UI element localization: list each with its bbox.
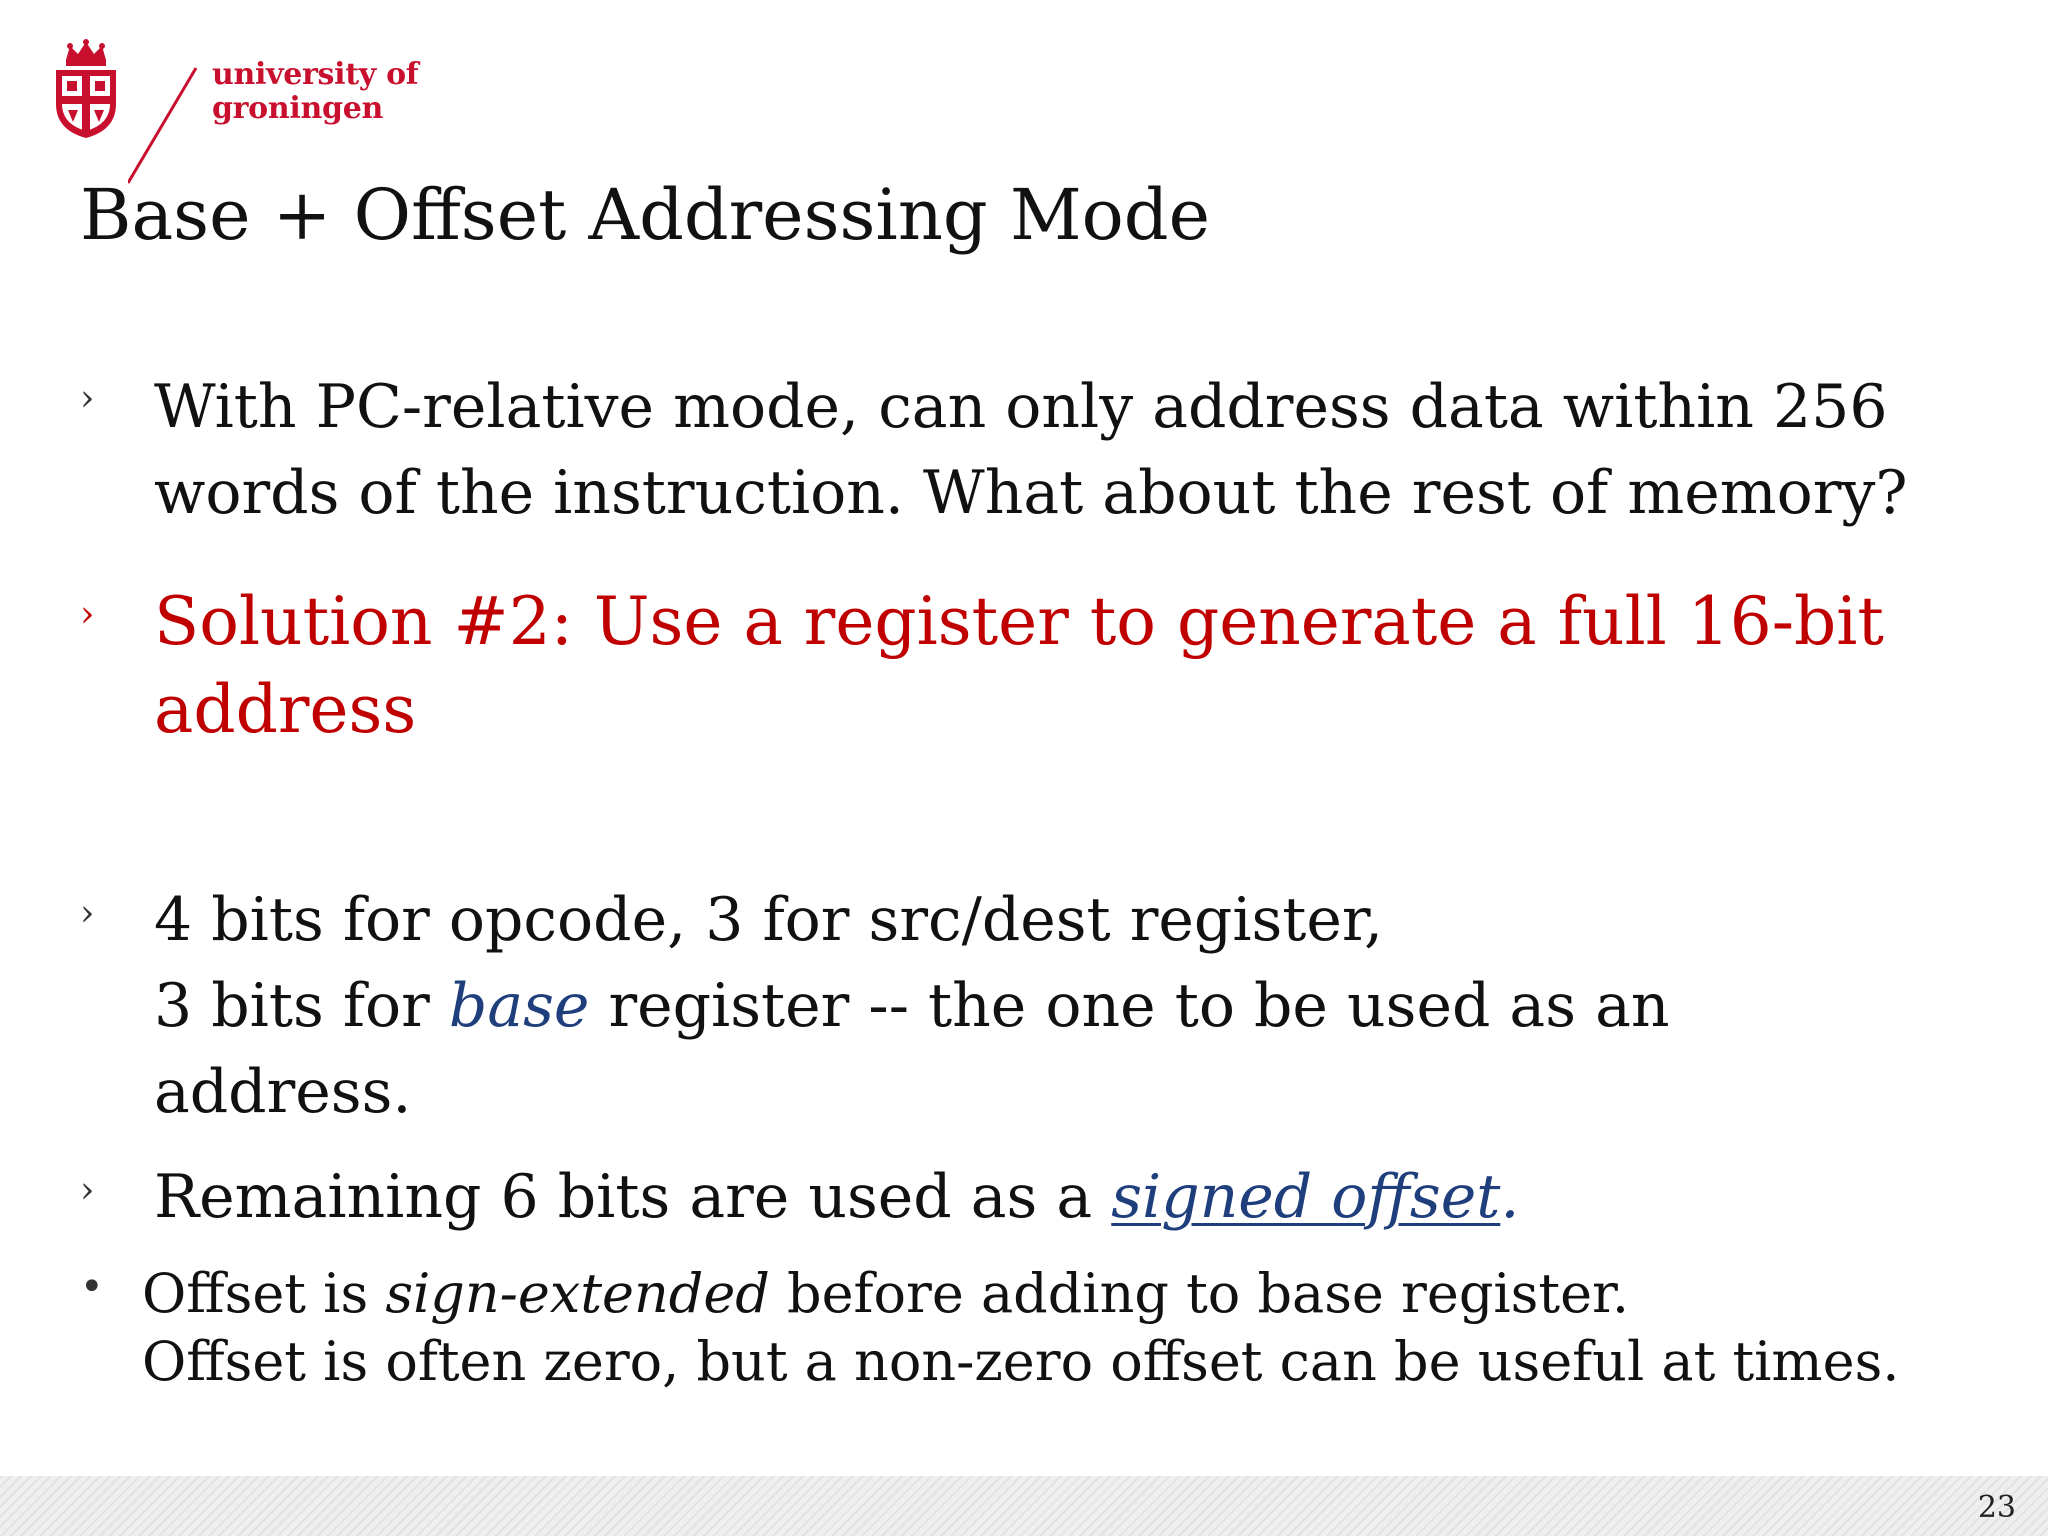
bullet-2-text xyxy=(154,578,1980,754)
footer-band xyxy=(0,1476,2048,1536)
bullet-item-4 xyxy=(80,1154,1980,1240)
sub-bullet-line-1-post: before adding to base register. xyxy=(769,1262,1630,1325)
dot-bullet-icon: • xyxy=(80,1264,104,1310)
bullet-4-pre: Remaining 6 bits are used as a xyxy=(154,1162,1112,1232)
chevron-bullet-icon: › xyxy=(80,378,95,419)
sub-bullet-item xyxy=(80,1260,1980,1396)
base-emphasis: base xyxy=(448,971,590,1041)
sub-bullet-line-1-pre: Offset is xyxy=(142,1262,386,1325)
signed-offset-link[interactable]: signed offset xyxy=(1111,1162,1501,1232)
bullet-4-post: . xyxy=(1500,1162,1520,1232)
sign-extended-emphasis: sign-extended xyxy=(385,1262,770,1325)
bullet-3-line-2-post: register -- the one to be used as an xyxy=(589,971,1670,1041)
bullet-1-line-2: words of the instruction. What about the rest of memory? xyxy=(154,458,1908,528)
bullet-3-line-1: 4 bits for opcode, 3 for src/dest register, xyxy=(154,885,1384,955)
chevron-bullet-icon: › xyxy=(80,594,95,635)
bullet-3-line-2-pre: 3 bits for xyxy=(154,971,449,1041)
university-name-line2: groningen xyxy=(212,91,383,126)
bullet-3-line-3: address. xyxy=(154,1057,412,1127)
university-crest-icon xyxy=(52,38,120,140)
university-name-line1: university of xyxy=(212,57,419,92)
chevron-bullet-icon: › xyxy=(80,893,95,934)
university-name xyxy=(212,58,418,126)
page-title: Base + Offset Addressing Mode xyxy=(80,174,1211,256)
sub-bullet-line-2: Offset is often zero, but a non-zero offset can be useful at times. xyxy=(142,1330,1900,1393)
chevron-bullet-icon: › xyxy=(80,1170,95,1211)
bullet-item-2 xyxy=(80,578,1980,754)
bullet-2-line-2: address xyxy=(154,671,417,748)
bullet-3-text xyxy=(154,877,1980,1135)
bullet-1-text xyxy=(154,364,1980,536)
bullet-4-text xyxy=(154,1154,1980,1240)
page-number: 23 xyxy=(1977,1490,2016,1525)
bullet-item-3 xyxy=(80,877,1980,1135)
bullet-item-1 xyxy=(80,364,1980,536)
bullet-2-line-1: Solution #2: Use a register to generate a full 16-bit xyxy=(154,583,1884,660)
sub-bullet-line-1 xyxy=(142,1260,1980,1328)
university-logo xyxy=(52,38,432,143)
sub-bullet-text xyxy=(142,1260,1980,1396)
bullet-1-line-1: With PC-relative mode, can only address data within 256 xyxy=(154,372,1888,442)
